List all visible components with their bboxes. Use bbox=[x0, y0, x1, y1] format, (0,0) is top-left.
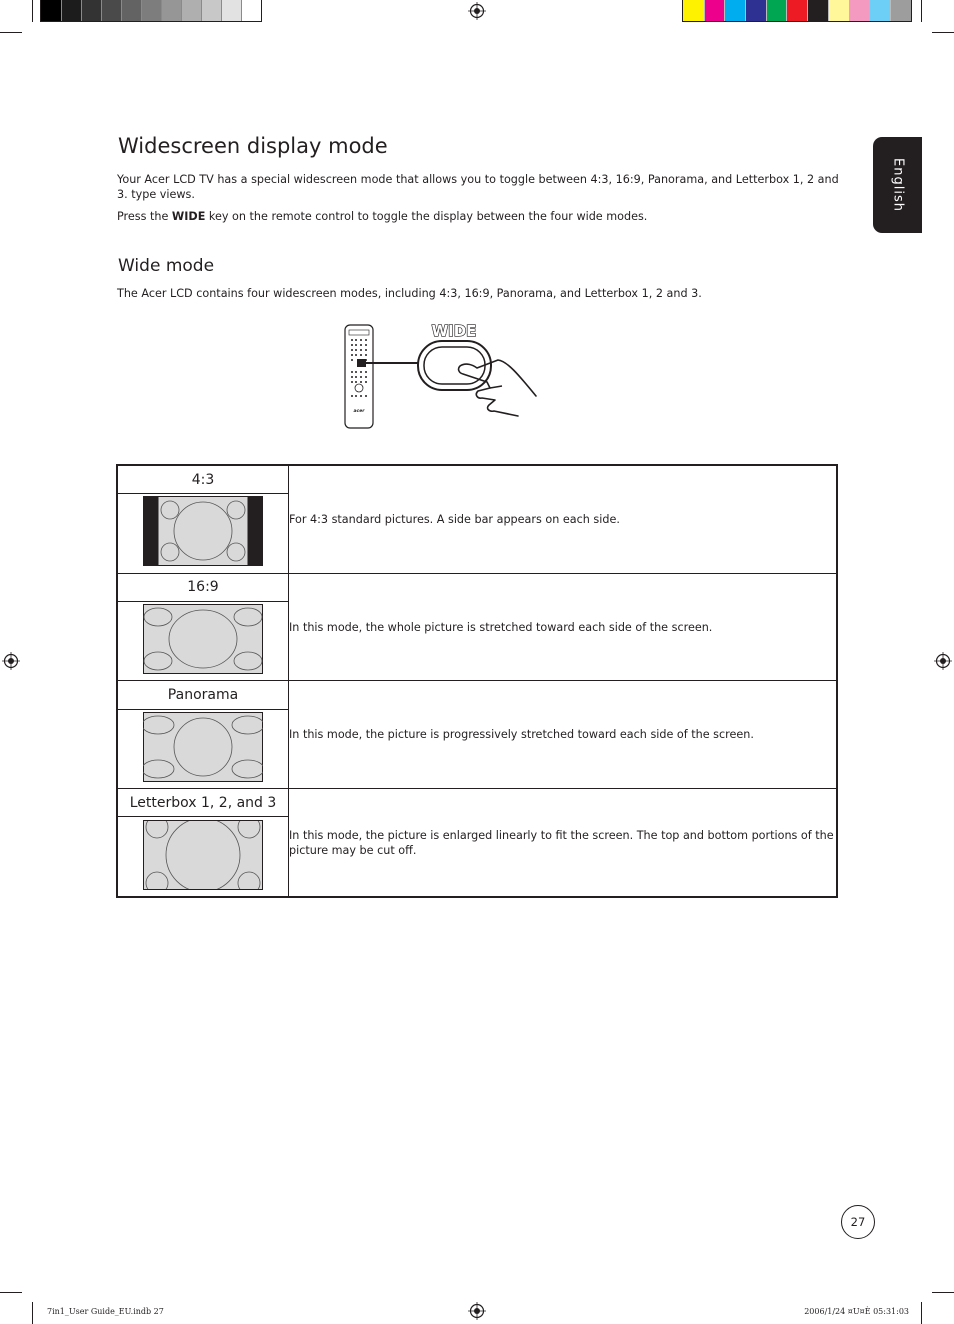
mode-4-3-thumbnail bbox=[143, 496, 263, 566]
color-swatch bbox=[724, 0, 745, 21]
registration-mark-icon bbox=[934, 652, 952, 670]
mode-label: Letterbox 1, 2, and 3 bbox=[117, 789, 289, 817]
grey-swatch bbox=[121, 0, 141, 21]
grey-swatch bbox=[141, 0, 161, 21]
grey-swatch bbox=[221, 0, 241, 21]
instruction-paragraph bbox=[117, 209, 847, 224]
crop-mark bbox=[921, 0, 922, 22]
color-swatch bbox=[890, 0, 911, 21]
grey-swatch bbox=[81, 0, 101, 21]
grey-swatch bbox=[181, 0, 201, 21]
mode-description: In this mode, the whole picture is stretched toward each side of the screen. bbox=[289, 573, 838, 681]
section-heading: Wide mode bbox=[118, 256, 215, 276]
wide-mode-table bbox=[116, 464, 838, 898]
grey-swatch bbox=[201, 0, 221, 21]
color-swatch bbox=[807, 0, 828, 21]
page-number: 27 bbox=[841, 1205, 875, 1239]
wide-mode-paragraph: The Acer LCD contains four widescreen modes, including 4:3, 16:9, Panorama, and Letterbox 1, 2 and 3. bbox=[117, 287, 702, 300]
grey-calibration-strip bbox=[40, 0, 262, 22]
grey-swatch bbox=[61, 0, 81, 21]
crop-mark bbox=[32, 0, 33, 22]
footer-file-info: 7in1_User Guide_EU.indb 27 bbox=[47, 1307, 164, 1316]
mode-thumbnail-cell bbox=[117, 601, 289, 681]
crop-mark bbox=[932, 1292, 954, 1293]
mode-label: Panorama bbox=[117, 681, 289, 709]
color-swatch bbox=[683, 0, 704, 21]
mode-thumbnail-cell bbox=[117, 494, 289, 574]
registration-mark-icon bbox=[468, 2, 486, 20]
remote-brand-logo: acer bbox=[353, 409, 365, 414]
remote-control-illustration bbox=[340, 318, 550, 430]
grey-swatch bbox=[101, 0, 121, 21]
wide-key-name: WIDE bbox=[171, 210, 206, 223]
color-calibration-strip bbox=[682, 0, 912, 22]
grey-swatch bbox=[161, 0, 181, 21]
language-tab-label: English bbox=[890, 158, 905, 212]
color-swatch bbox=[869, 0, 890, 21]
crop-mark bbox=[0, 1292, 22, 1293]
grey-swatch bbox=[41, 0, 61, 21]
wide-button-callout-label: WIDE bbox=[431, 322, 477, 340]
page-title: Widescreen display mode bbox=[118, 134, 388, 158]
mode-16-9-thumbnail bbox=[143, 604, 263, 674]
mode-thumbnail-cell bbox=[117, 709, 289, 789]
mode-thumbnail-cell bbox=[117, 817, 289, 897]
mode-description: In this mode, the picture is enlarged linearly to fit the screen. The top and bottom portions of the picture may be cut off. bbox=[289, 789, 838, 897]
color-swatch bbox=[704, 0, 725, 21]
footer-timestamp: 2006/1/24 ¤U¤È 05:31:03 bbox=[804, 1307, 909, 1316]
instruction-text: Press the bbox=[117, 210, 172, 223]
crop-mark bbox=[921, 1302, 922, 1324]
registration-mark-icon bbox=[468, 1302, 486, 1320]
mode-label: 16:9 bbox=[117, 573, 289, 601]
crop-mark bbox=[32, 1302, 33, 1324]
language-tab bbox=[873, 137, 922, 233]
crop-mark bbox=[0, 32, 22, 33]
instruction-text: key on the remote control to toggle the display between the four wide modes. bbox=[205, 210, 648, 223]
mode-description: For 4:3 standard pictures. A side bar appears on each side. bbox=[289, 465, 838, 573]
intro-paragraph: Your Acer LCD TV has a special widescreen mode that allows you to toggle between 4:3, 16:9, Panorama, and Letterbox 1, 2 and 3. type views. bbox=[117, 173, 839, 201]
crop-mark bbox=[932, 32, 954, 33]
grey-swatch bbox=[241, 0, 261, 21]
mode-letterbox-thumbnail bbox=[143, 820, 263, 890]
color-swatch bbox=[828, 0, 849, 21]
color-swatch bbox=[786, 0, 807, 21]
registration-mark-icon bbox=[2, 652, 20, 670]
color-swatch bbox=[766, 0, 787, 21]
mode-description: In this mode, the picture is progressively stretched toward each side of the screen. bbox=[289, 681, 838, 789]
color-swatch bbox=[849, 0, 870, 21]
mode-label: 4:3 bbox=[117, 465, 289, 494]
color-swatch bbox=[745, 0, 766, 21]
mode-panorama-thumbnail bbox=[143, 712, 263, 782]
